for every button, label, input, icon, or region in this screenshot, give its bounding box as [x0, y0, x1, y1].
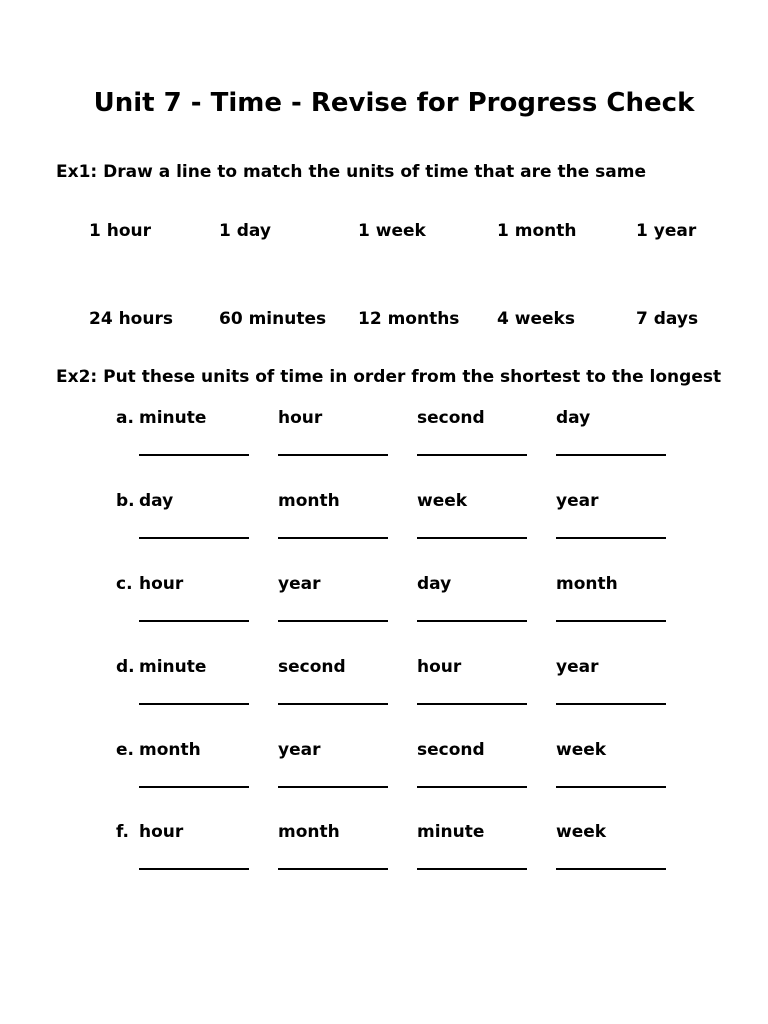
answer-blank-4[interactable]	[556, 537, 666, 539]
time-unit-word: year	[556, 657, 599, 677]
match-item-bottom-12-months: 12 months	[358, 309, 460, 329]
order-question-f	[0, 822, 768, 902]
question-letter: f.	[116, 822, 129, 842]
answer-blank-3[interactable]	[417, 454, 527, 456]
question-letter: d.	[116, 657, 135, 677]
time-unit-word: day	[417, 574, 452, 594]
answer-blank-2[interactable]	[278, 703, 388, 705]
answer-blank-4[interactable]	[556, 868, 666, 870]
match-item-bottom-24-hours: 24 hours	[89, 309, 173, 329]
time-unit-word: hour	[278, 408, 323, 428]
match-item-top-1-year: 1 year	[636, 221, 697, 241]
answer-blank-1[interactable]	[139, 537, 249, 539]
time-unit-word: hour	[139, 574, 184, 594]
answer-blank-2[interactable]	[278, 454, 388, 456]
match-item-top-1-day: 1 day	[219, 221, 271, 241]
time-unit-word: year	[278, 574, 321, 594]
order-question-a	[0, 408, 768, 488]
answer-blank-2[interactable]	[278, 537, 388, 539]
match-item-bottom-4-weeks: 4 weeks	[497, 309, 575, 329]
ex1-top-row	[0, 221, 768, 245]
answer-blank-3[interactable]	[417, 537, 527, 539]
time-unit-word: hour	[139, 822, 184, 842]
answer-blank-4[interactable]	[556, 786, 666, 788]
question-letter: b.	[116, 491, 135, 511]
answer-blank-1[interactable]	[139, 786, 249, 788]
answer-blank-2[interactable]	[278, 786, 388, 788]
match-item-bottom-60-minutes: 60 minutes	[219, 309, 327, 329]
time-unit-word: day	[556, 408, 591, 428]
time-unit-word: second	[278, 657, 346, 677]
time-unit-word: hour	[417, 657, 462, 677]
time-unit-word: minute	[139, 657, 207, 677]
time-unit-word: year	[556, 491, 599, 511]
time-unit-word: month	[556, 574, 618, 594]
question-letter: a.	[116, 408, 134, 428]
answer-blank-3[interactable]	[417, 868, 527, 870]
time-unit-word: month	[278, 491, 340, 511]
time-unit-word: week	[556, 822, 607, 842]
answer-blank-1[interactable]	[139, 620, 249, 622]
answer-blank-1[interactable]	[139, 703, 249, 705]
answer-blank-2[interactable]	[278, 868, 388, 870]
answer-blank-1[interactable]	[139, 868, 249, 870]
order-question-b	[0, 491, 768, 571]
time-unit-word: year	[278, 740, 321, 760]
time-unit-word: minute	[417, 822, 485, 842]
question-letter: e.	[116, 740, 134, 760]
answer-blank-4[interactable]	[556, 703, 666, 705]
answer-blank-4[interactable]	[556, 620, 666, 622]
question-letter: c.	[116, 574, 133, 594]
time-unit-word: week	[417, 491, 468, 511]
worksheet-title: Unit 7 - Time - Revise for Progress Check	[93, 88, 695, 118]
time-unit-word: second	[417, 740, 485, 760]
time-unit-word: week	[556, 740, 607, 760]
answer-blank-4[interactable]	[556, 454, 666, 456]
answer-blank-1[interactable]	[139, 454, 249, 456]
time-unit-word: second	[417, 408, 485, 428]
ex2-instruction: Ex2: Put these units of time in order from the shortest to the longest	[56, 367, 722, 387]
answer-blank-3[interactable]	[417, 703, 527, 705]
answer-blank-3[interactable]	[417, 620, 527, 622]
ex1-instruction: Ex1: Draw a line to match the units of time that are the same	[56, 162, 646, 182]
order-question-e	[0, 740, 768, 820]
time-unit-word: minute	[139, 408, 207, 428]
match-item-top-1-hour: 1 hour	[89, 221, 152, 241]
order-question-c	[0, 574, 768, 654]
ex1-bottom-row	[0, 309, 768, 333]
time-unit-word: month	[139, 740, 201, 760]
order-question-d	[0, 657, 768, 737]
match-item-top-1-week: 1 week	[358, 221, 426, 241]
match-item-top-1-month: 1 month	[497, 221, 577, 241]
answer-blank-3[interactable]	[417, 786, 527, 788]
time-unit-word: day	[139, 491, 174, 511]
time-unit-word: month	[278, 822, 340, 842]
answer-blank-2[interactable]	[278, 620, 388, 622]
match-item-bottom-7-days: 7 days	[636, 309, 699, 329]
